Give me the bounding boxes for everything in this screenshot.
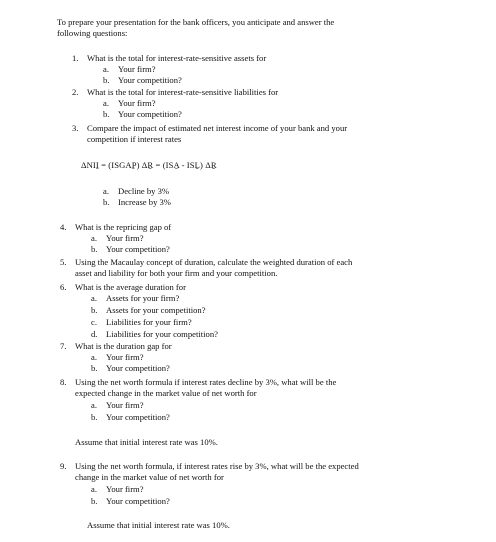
q9-assumption-note: Assume that initial interest rate was 10%. (87, 520, 230, 530)
q8-assumption-note: Assume that initial interest rate was 10%. (75, 437, 218, 447)
q6-number: 6. (60, 282, 67, 292)
q9-b-label: b. (91, 496, 98, 506)
q8-line-1: Using the net worth formula if interest rates decline by 3%, what will be the (75, 377, 337, 387)
q6-a-text: Assets for your firm? (106, 293, 180, 303)
q1-b-label: b. (103, 75, 110, 85)
q9-b-text: Your competition? (106, 496, 170, 506)
q2-a-text: Your firm? (118, 98, 156, 108)
q5-number: 5. (60, 257, 67, 267)
q9-a-text: Your firm? (106, 484, 144, 494)
q7-text: What is the duration gap for (75, 341, 172, 351)
q7-b-label: b. (91, 363, 98, 373)
q7-a-label: a. (91, 352, 97, 362)
q6-d-text: Liabilities for your competition? (106, 329, 218, 339)
q9-line-2: change in the market value of net worth for (75, 472, 224, 482)
q4-a-label: a. (91, 233, 97, 243)
q8-b-text: Your competition? (106, 412, 170, 422)
q6-b-label: b. (91, 305, 98, 315)
q6-d-label: d. (91, 329, 98, 339)
q8-b-label: b. (91, 412, 98, 422)
intro-line-1: To prepare your presentation for the bank officers, you anticipate and answer the (57, 17, 335, 27)
q8-a-label: a. (91, 400, 97, 410)
q7-number: 7. (60, 341, 67, 351)
q9-line-1: Using the net worth formula, if interest rates rise by 3%, what will be the expected (75, 461, 359, 471)
q7-b-text: Your competition? (106, 363, 170, 373)
q4-number: 4. (60, 222, 67, 232)
intro-line-2: following questions: (57, 28, 128, 38)
q2-a-label: a. (103, 98, 109, 108)
q6-b-text: Assets for your competition? (106, 305, 206, 315)
q8-line-2: expected change in the market value of net worth for (75, 388, 257, 398)
q1-a-label: a. (103, 64, 109, 74)
q4-text: What is the repricing gap of (75, 222, 172, 232)
q3-line-1: Compare the impact of estimated net interest income of your bank and your (87, 123, 348, 133)
q1-b-text: Your competition? (118, 75, 182, 85)
q3-b-text: Increase by 3% (118, 197, 171, 207)
q1-text: What is the total for interest-rate-sensitive assets for (87, 53, 267, 63)
q2-b-label: b. (103, 109, 110, 119)
q2-b-text: Your competition? (118, 109, 182, 119)
q3-b-label: b. (103, 197, 110, 207)
q4-b-label: b. (91, 244, 98, 254)
q1-a-text: Your firm? (118, 64, 156, 74)
q4-a-text: Your firm? (106, 233, 144, 243)
q7-a-text: Your firm? (106, 352, 144, 362)
q8-number: 8. (60, 377, 67, 387)
q4-b-text: Your competition? (106, 244, 170, 254)
q9-number: 9. (60, 461, 67, 471)
q8-a-text: Your firm? (106, 400, 144, 410)
q6-c-label: c. (91, 317, 97, 327)
q3-a-label: a. (103, 186, 109, 196)
q3-number: 3. (72, 123, 79, 133)
q5-line-2: asset and liability for both your firm and your competition. (75, 268, 278, 278)
q5-line-1: Using the Macaulay concept of duration, calculate the weighted duration of each (75, 257, 353, 267)
q2-number: 2. (72, 87, 79, 97)
q2-text: What is the total for interest-rate-sensitive liabilities for (87, 87, 279, 97)
q6-c-text: Liabilities for your firm? (106, 317, 192, 327)
net-interest-income-formula: ΔNII̱ = (ISGAP̱) ΔṞ = (ISA̱ - ISḺ) ΔṞ (81, 160, 217, 170)
q6-text: What is the average duration for (75, 282, 186, 292)
q9-a-label: a. (91, 484, 97, 494)
q1-number: 1. (72, 53, 79, 63)
q3-a-text: Decline by 3% (118, 186, 170, 196)
q3-line-2: competition if interest rates (87, 134, 182, 144)
q6-a-label: a. (91, 293, 97, 303)
